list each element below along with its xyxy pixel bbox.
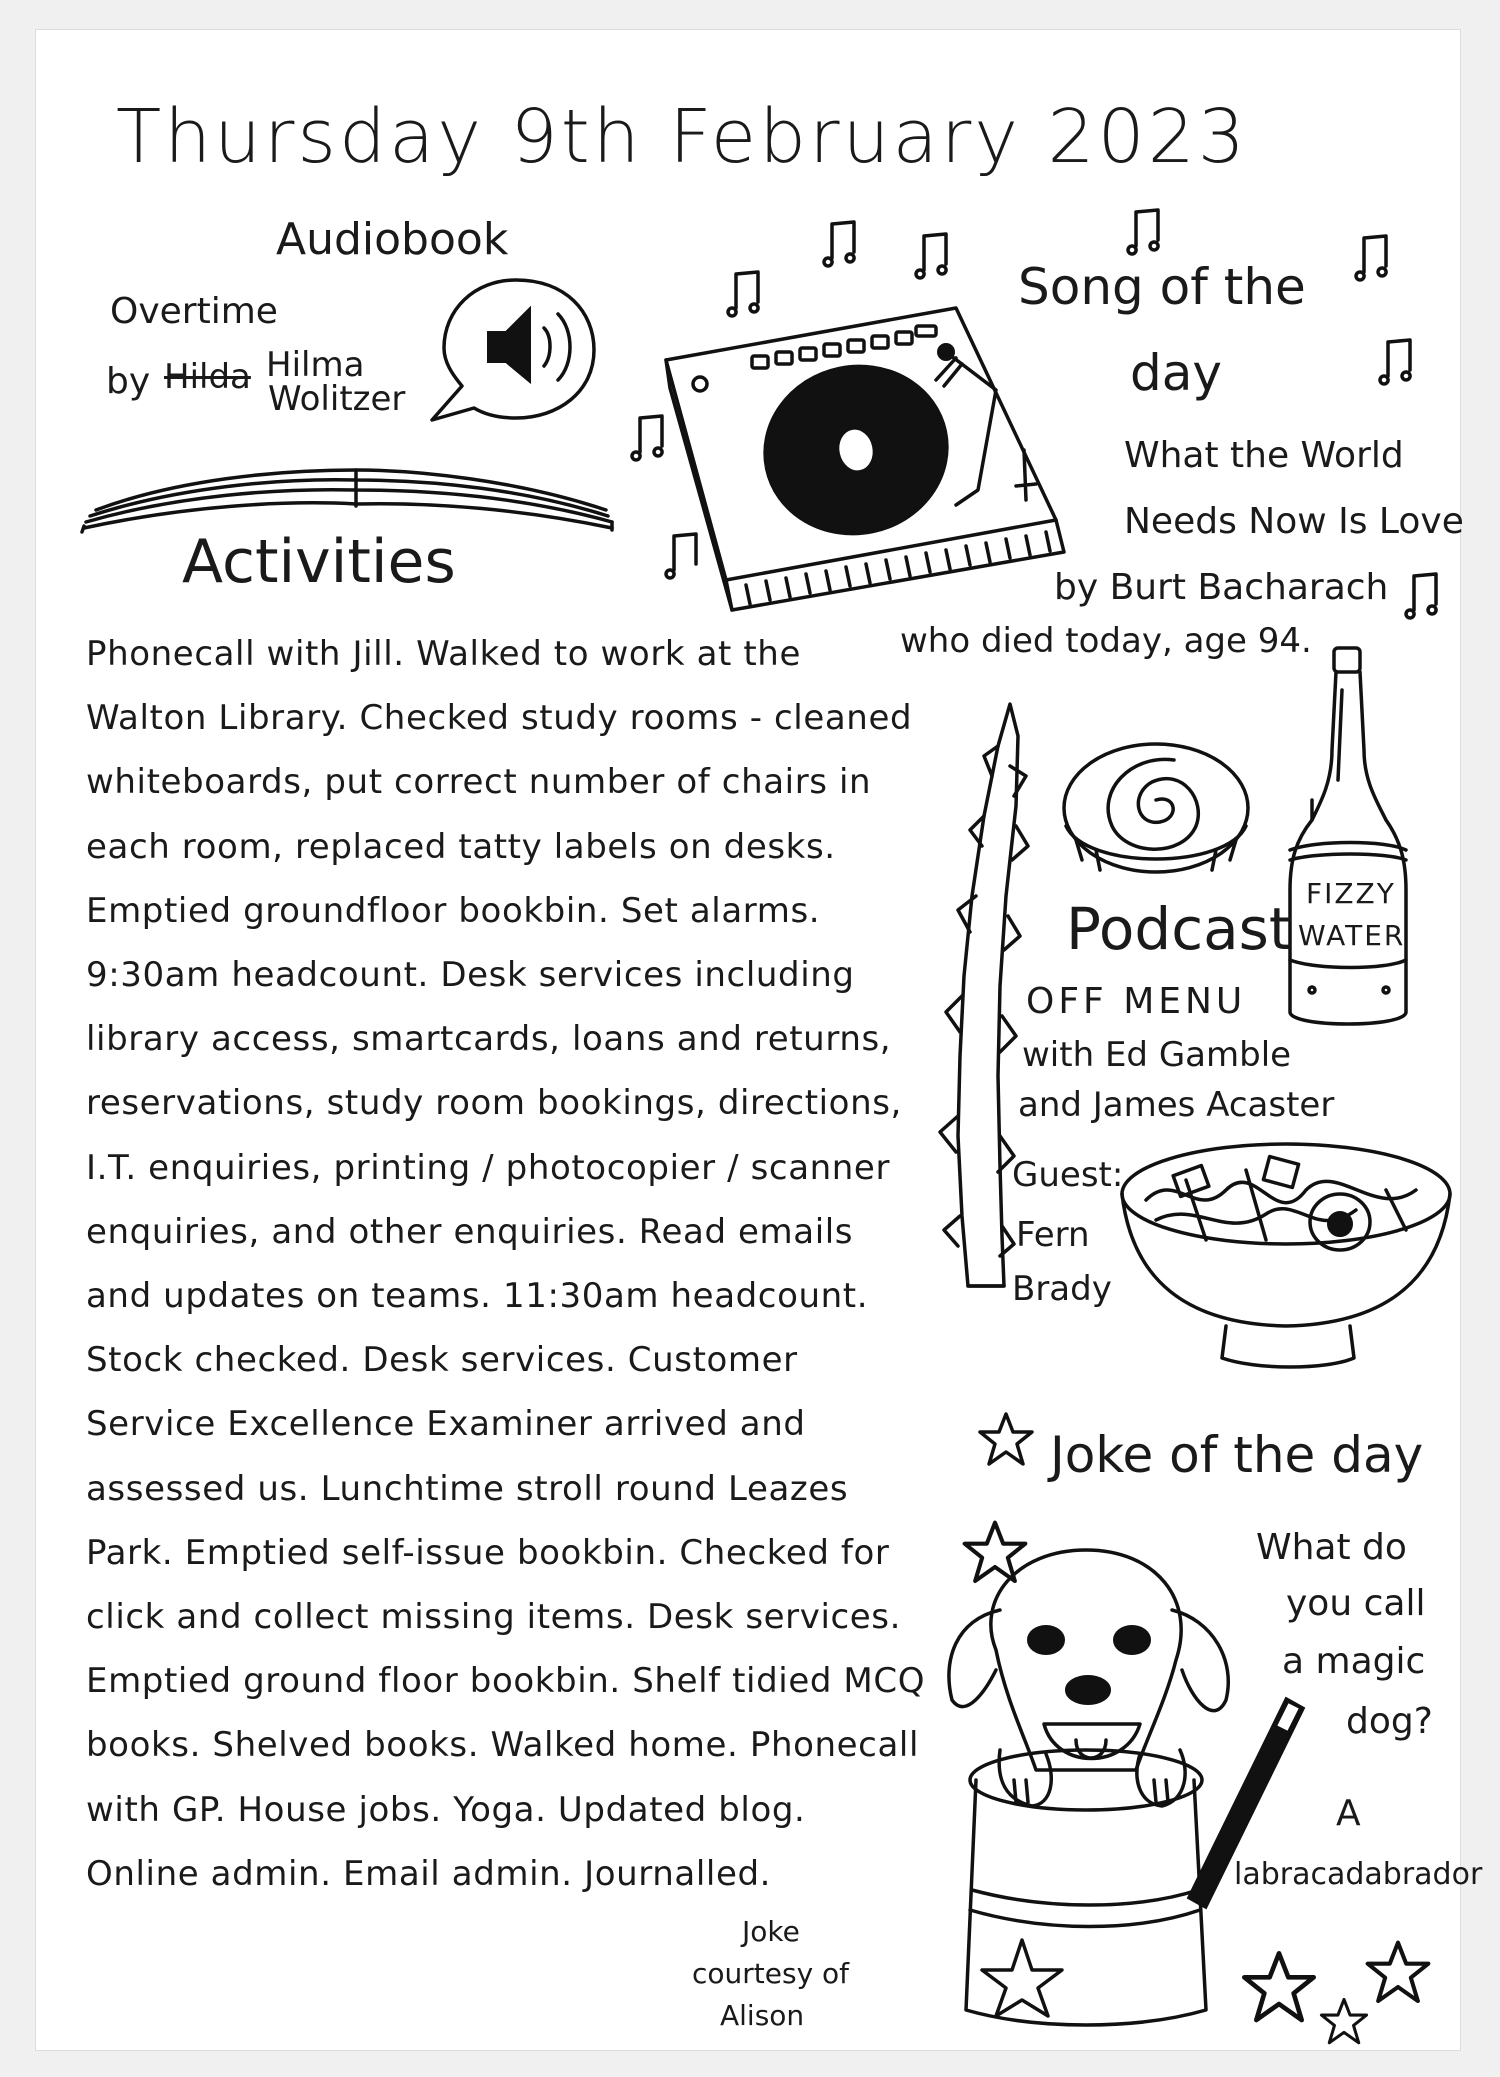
podcast-hosts-line1: with Ed Gamble (1022, 1035, 1292, 1075)
podcast-guest-first: Fern (1016, 1215, 1090, 1255)
joke-credit-line3: Alison (720, 1999, 805, 2032)
open-book-icon (56, 430, 616, 540)
joke-question-line3: a magic (1282, 1641, 1426, 1682)
page-title: Thursday 9th February 2023 (116, 94, 1248, 180)
podcast-guest-last: Brady (1012, 1269, 1112, 1309)
audiobook-heading: Audiobook (276, 214, 509, 265)
song-heading-line2: day (1130, 344, 1222, 402)
audiobook-struck-name: Hilda (164, 357, 251, 397)
star-icon (976, 1410, 1036, 1470)
star-icon (1316, 1996, 1372, 2048)
journal-page (36, 30, 1483, 2050)
audiobook-title: Overtime (110, 291, 278, 332)
music-note-icon (822, 218, 862, 268)
cinnamon-bun-icon (1056, 730, 1256, 890)
song-note: who died today, age 94. (900, 621, 1312, 661)
music-note-icon (1404, 570, 1444, 620)
podcast-heading: Podcast (1066, 895, 1292, 963)
joke-question-line2: you call (1286, 1583, 1426, 1624)
bottle-label-line2: WATER (1298, 919, 1406, 952)
music-note-icon (914, 230, 954, 280)
speaker-icon (426, 270, 606, 440)
joke-heading: Joke of the day (1050, 1426, 1424, 1484)
song-artist: by Burt Bacharach (1054, 567, 1389, 608)
activities-heading: Activities (182, 527, 456, 597)
joke-credit-line1: Joke (742, 1915, 800, 1948)
joke-question-line1: What do (1256, 1527, 1407, 1568)
noodle-bowl-icon (1116, 1130, 1456, 1370)
song-title-line1: What the World (1124, 435, 1404, 476)
joke-answer-line1: A (1336, 1793, 1361, 1834)
podcast-name: OFF MENU (1026, 981, 1247, 1022)
audiobook-author-first: Hilma (266, 345, 365, 385)
music-note-icon (1126, 206, 1166, 256)
joke-answer-line2: labracadabrador (1234, 1857, 1483, 1892)
water-bottle-icon (1276, 640, 1426, 1040)
audiobook-by: by (106, 361, 151, 402)
joke-question-line4: dog? (1346, 1701, 1433, 1742)
bottle-label-line1: FIZZY (1306, 877, 1396, 910)
activities-text: Phonecall with Jill. Walked to work at the Walton Library. Checked study rooms - cleaned whiteboards, put correct number of chairs in each room, replaced tatty labels on desks. Emptied groundfloor bookbin. Set alarms. 9:30am headcount. Desk services including library access, smartcards, loans and returns, reservations, study room bookings, directions, I.T. enquiries, printing / photocopier / scanner enquiries, and other enquiries. Read emails and updates on teams. 11:30am headcount. Stock checked. Desk services. Customer Service Excellence Examiner arrived and assessed us. Lunchtime stroll round Leazes Park. Emptied self-issue bookbin. Checked for click and collect missing items. Desk services. Emptied ground floor bookbin. Shelf tidied MCQ books. Shelved books. Walked home. Phonecall with GP. House jobs. Yoga. Updated blog. Online admin. Email admin. Journalled. (86, 634, 926, 1894)
music-note-icon (1378, 336, 1418, 386)
song-title-line2: Needs Now Is Love (1124, 501, 1464, 542)
podcast-hosts-line2: and James Acaster (1018, 1085, 1335, 1125)
joke-credit-line2: courtesy of (692, 1957, 850, 1990)
asparagus-icon (906, 696, 1046, 1296)
audiobook-author-last: Wolitzer (268, 379, 406, 419)
magic-wand-icon (1176, 1694, 1316, 1914)
song-heading-line1: Song of the (1018, 258, 1306, 316)
turntable-icon (656, 300, 1076, 620)
music-note-icon (1354, 232, 1394, 282)
podcast-guest-label: Guest: (1012, 1155, 1124, 1195)
